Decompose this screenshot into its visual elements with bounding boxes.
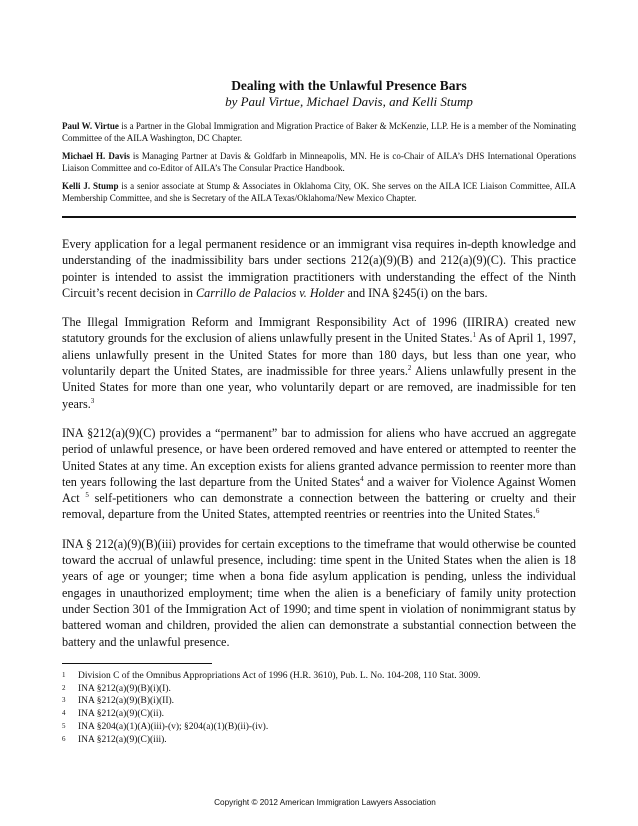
- footnote-ref[interactable]: 1: [472, 331, 477, 340]
- footnote-ref[interactable]: 2: [407, 364, 412, 373]
- author-byline: by Paul Virtue, Michael Davis, and Kelli Stump: [225, 94, 473, 109]
- footnote-number: 2: [62, 683, 66, 692]
- footnote-text: INA §212(a)(9)(B)(i)(I).: [78, 683, 171, 694]
- bio-davis: [62, 150, 576, 174]
- bio-virtue: [62, 120, 576, 144]
- footnote: [62, 683, 576, 696]
- footnote-divider: [62, 663, 212, 664]
- footnote-number: 4: [62, 709, 66, 718]
- footnote-number: 1: [62, 670, 66, 679]
- footnote-number: 3: [62, 696, 66, 705]
- paragraph-iirira: [62, 314, 576, 412]
- bio-stump: [62, 180, 576, 204]
- bio-name: Kelli J. Stump: [62, 181, 119, 191]
- document-title: Dealing with the Unlawful Presence Bars: [231, 78, 467, 93]
- footnote: [62, 708, 576, 721]
- footnote-text: INA §212(a)(9)(B)(i)(II).: [78, 696, 175, 707]
- text-run: Every application for a legal permanent residence or an immigrant visa requires in-depth knowledge and understanding of the inadmissibility bars under sections 212(a)(9)(B) and 212(a)(9)(C). This practice pointer is intended to assist the immigration practitioners with understanding the effect of the Ninth Circuit’s recent decision in: [62, 237, 576, 300]
- footnote-number: 5: [62, 722, 66, 731]
- footnote-number: 6: [62, 734, 66, 743]
- paragraph-intro: [62, 236, 576, 301]
- text-run: Aliens unlawfully present in the United States for more than one year, who voluntarily depart or are removed, are inadmissible for ten years.: [62, 364, 576, 411]
- text-run: self-petitioners who can demonstrate a connection between the battering or cruelty and their removal, departure from the United States, attempted reentries or reentries into the United States.: [62, 491, 576, 522]
- bio-text: is Managing Partner at Davis & Goldfarb in Minneapolis, MN. He is co-Chair of AILA’s DHS International Operations Liaison Committee and co-Editor of AILA’s The Consular Practice Handbook.: [62, 151, 576, 173]
- document-page: [62, 70, 576, 747]
- paragraph-permanent-bar: [62, 425, 576, 523]
- footnote: [62, 734, 576, 747]
- footnotes: [62, 670, 576, 747]
- footnote-text: INA §204(a)(1)(A)(iii)-(v); §204(a)(1)(B)(ii)-(iv).: [78, 722, 269, 733]
- footnote-ref[interactable]: 5: [85, 491, 89, 500]
- text-run: The Illegal Immigration Reform and Immigrant Responsibility Act of 1996 (IIRIRA) created new statutory grounds for the exclusion of aliens unlawfully present in the United States.: [62, 315, 576, 346]
- footnote-ref[interactable]: 3: [90, 396, 95, 405]
- footnote: [62, 695, 576, 708]
- footnote-text: INA §212(a)(9)(C)(ii).: [78, 709, 165, 720]
- bio-text: is a Partner in the Global Immigration and Migration Practice of Baker & McKenzie, LLP. He is a member of the Nominating Committee of the AILA Washington, DC Chapter.: [62, 121, 576, 143]
- text-run: As of April 1, 1997, aliens unlawfully present in the United States for more than 180 days, but less than one year, who voluntarily depart the United States, are inadmissible for three years.: [62, 331, 576, 379]
- author-bios: [62, 120, 576, 204]
- bio-name: Michael H. Davis: [62, 151, 130, 161]
- footnote-ref[interactable]: 6: [535, 507, 540, 516]
- footnote: [62, 670, 576, 683]
- paragraph-exceptions: INA § 212(a)(9)(B)(iii) provides for certain exceptions to the timeframe that would otherwise be counted toward the accrual of unlawful presence, including: time spent in the United States when the alien is 18 years of age or younger; time when a bona fide asylum application is pending, unless the individual engages in unauthorized employment; time when the alien is a beneficiary of family unity protection under Section 301 of the Immigration Act of 1990; and time spent in violation of nonimmigrant status by battered woman and children, provided the alien can demonstrate a substantial connection between the battery and the unlawful presence.: [62, 536, 576, 649]
- bio-name: Paul W. Virtue: [62, 121, 119, 131]
- copyright-notice: Copyright © 2012 American Immigration Lawyers Association: [214, 798, 436, 807]
- article-body: [62, 236, 576, 650]
- footnote: [62, 721, 576, 734]
- text-run: INA §212(a)(9)(C) provides a “permanent” bar to admission for aliens who have accrued an aggregate period of unlawful presence, or have been ordered removed and have entered or attempted to reenter the United States at any time. An exception exists for aliens granted advance permission to reenter more than ten years following the last departure from the United States: [62, 425, 576, 489]
- bio-text: is a senior associate at Stump & Associates in Oklahoma City, OK. She serves on the AILA ICE Liaison Committee, AILA Membership Committee, and she is Secretary of the AILA Texas/Oklahoma/New Mexico Chapter.: [62, 181, 576, 203]
- text-run: and a waiver for Violence Against Women Act: [62, 474, 576, 506]
- footnote-text: INA §212(a)(9)(C)(iii).: [78, 734, 167, 745]
- text-run: and INA §245(i) on the bars.: [344, 285, 488, 300]
- section-divider: [62, 216, 576, 218]
- footnote-ref[interactable]: 4: [360, 474, 364, 483]
- footnote-text: Division C of the Omnibus Appropriations Act of 1996 (H.R. 3610), Pub. L. No. 104-208, 110 Stat. 3009.: [78, 670, 481, 681]
- case-name: Carrillo de Palacios v. Holder: [196, 285, 345, 300]
